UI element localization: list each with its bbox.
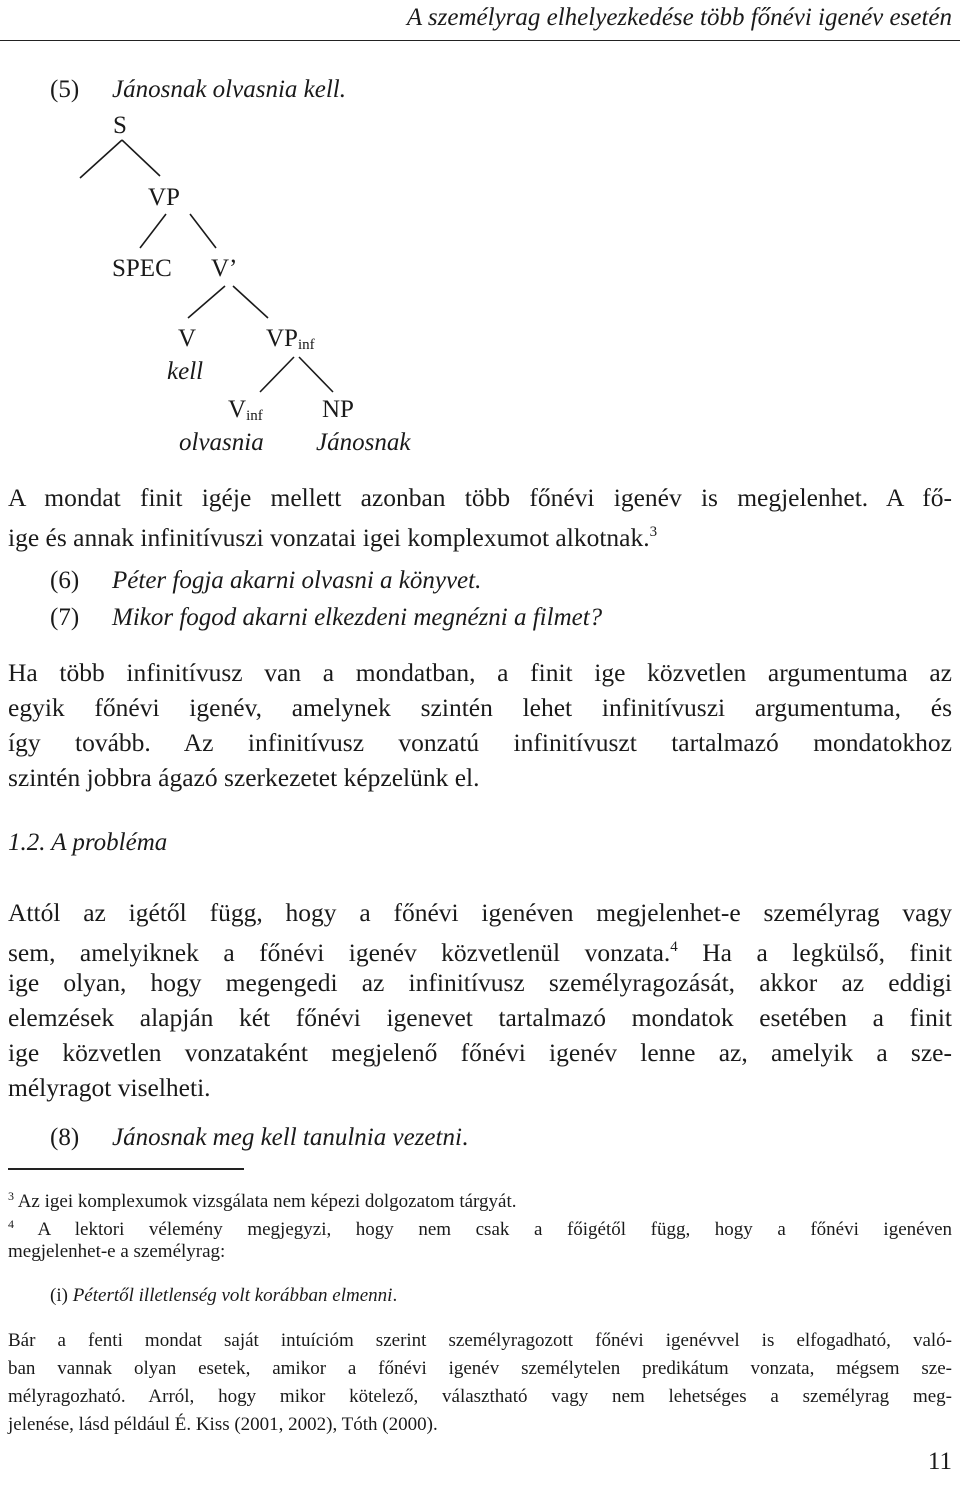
branch-vp-vbar bbox=[190, 214, 216, 248]
paragraph-3-line-1: Attól az igétől függ, hogy a főnévi igenéven megjelenhet-e személyrag vagy bbox=[8, 898, 952, 927]
tree-node-vinf bbox=[228, 396, 263, 425]
footnote-4-example bbox=[50, 1285, 397, 1307]
footnote-4-cont-line-1: Bár a fenti mondat saját intuícióm szerint személyragozott főnévi igenévvel is elfogadható, való- bbox=[8, 1330, 952, 1351]
footnote-4-example-period: . bbox=[392, 1285, 398, 1306]
paragraph-3-line-6: mélyragot viselheti. bbox=[8, 1073, 211, 1102]
tree-node-vp: VP bbox=[148, 184, 180, 211]
tree-node-vbar: V’ bbox=[211, 255, 238, 282]
branch-vpinf-np bbox=[299, 357, 333, 392]
footnote-ref-4[interactable]: 4 bbox=[670, 939, 678, 955]
tree-node-vpinf bbox=[266, 325, 315, 354]
example-6 bbox=[50, 567, 481, 595]
tree-word-olvasnia: olvasnia bbox=[179, 429, 264, 456]
paragraph-1-line-2-text: ige és annak infinitívuszi vonzatai igei komplexumot alkotnak. bbox=[8, 523, 650, 552]
paragraph-2-line-2: egyik főnévi igenév, amelynek szintén lehet infinitívuszi argumentuma, és bbox=[8, 693, 952, 722]
example-7 bbox=[50, 604, 602, 632]
example-5-sentence: Jánosnak olvasnia kell. bbox=[112, 76, 346, 103]
section-heading: 1.2. A probléma bbox=[8, 829, 168, 856]
paragraph-2-line-1: Ha több infinitívusz van a mondatban, a finit ige közvetlen argumentuma az bbox=[8, 658, 952, 687]
paragraph-3 bbox=[8, 895, 952, 1105]
example-6-sentence: Péter fogja akarni olvasni a könyvet. bbox=[112, 567, 482, 594]
paragraph-3-line-2b: Ha a legkülső, finit bbox=[677, 938, 952, 967]
footnote-3-text: Az igei komplexumok vizsgálata nem képezi dolgozatom tárgyát. bbox=[14, 1191, 517, 1212]
footnote-4-continuation bbox=[8, 1327, 952, 1439]
branch-vp-spec bbox=[140, 214, 166, 248]
tree-word-kell: kell bbox=[167, 358, 204, 385]
paragraph-1 bbox=[8, 480, 952, 550]
page-number: 11 bbox=[927, 1448, 952, 1475]
tree-node-vinf-base: V bbox=[228, 396, 247, 423]
footnote-4-example-sentence: Pétertől illetlenség volt korábban elmenni bbox=[72, 1285, 393, 1306]
footnote-4-text-1: A lektori vélemény megjegyzi, hogy nem csak a főigétől függ, hogy a főnévi igenéven bbox=[14, 1219, 952, 1240]
paragraph-3-line-5: ige közvetlen vonzataként megjelenő főnévi igenév lenne az, amelyik a sze- bbox=[8, 1038, 952, 1067]
example-7-sentence: Mikor fogod akarni elkezdeni megnézni a filmet? bbox=[112, 604, 603, 631]
example-7-number: (7) bbox=[50, 604, 80, 631]
example-6-number: (6) bbox=[50, 567, 80, 594]
footnote-4-line-1 bbox=[8, 1210, 952, 1238]
paragraph-1-line-2 bbox=[8, 515, 952, 550]
footnote-ref-3[interactable]: 3 bbox=[649, 524, 658, 540]
example-8-number: (8) bbox=[50, 1124, 80, 1151]
footnote-3-line bbox=[8, 1182, 952, 1210]
footnote-4-cont-line-4: jelenése, lásd például É. Kiss (2001, 2002), Tóth (2000). bbox=[8, 1414, 438, 1435]
paragraph-3-line-2a: sem, amelyiknek a főnévi igenév közvetlenül vonzata. bbox=[8, 938, 671, 967]
footnote-4-line-2: megjelenhet-e a személyrag: bbox=[8, 1241, 226, 1262]
branch-vpinf-vinf bbox=[260, 357, 294, 392]
tree-node-v: V bbox=[178, 325, 197, 352]
branch-s-vp bbox=[122, 140, 160, 176]
footnote-4 bbox=[8, 1210, 952, 1266]
example-8 bbox=[50, 1124, 468, 1152]
tree-node-vinf-sub: inf bbox=[246, 408, 263, 424]
tree-branches bbox=[0, 0, 960, 470]
footnote-4-number: 4 bbox=[8, 1217, 14, 1231]
tree-node-np: NP bbox=[322, 396, 354, 423]
paragraph-3-line-3: ige olyan, hogy megengedi az infinitívusz személyragozását, akkor az eddigi bbox=[8, 968, 952, 997]
footnote-3-number: 3 bbox=[8, 1189, 14, 1203]
paragraph-3-line-4: elemzések alapján két főnévi igenevet tartalmazó mondatok esetében a finit bbox=[8, 1003, 952, 1032]
branch-vbar-v bbox=[188, 286, 225, 318]
tree-word-janosnak: Jánosnak bbox=[316, 429, 411, 456]
tree-node-s: S bbox=[113, 112, 127, 139]
paragraph-2 bbox=[8, 655, 952, 795]
example-8-sentence: Jánosnak meg kell tanulnia vezetni bbox=[112, 1124, 462, 1151]
footnote-4-cont-line-2: ban vannak olyan esetek, amikor a főnévi igenév személytelen predikátum vonzata, mégsem sze- bbox=[8, 1358, 952, 1379]
branch-vbar-vpinf bbox=[233, 286, 268, 318]
paragraph-1-line-1: A mondat finit igéje mellett azonban több főnévi igenév is megjelenhet. A fő- bbox=[8, 483, 952, 512]
running-header-title: A személyrag elhelyezkedése több főnévi igenév esetén bbox=[406, 4, 952, 31]
example-8-period: . bbox=[461, 1124, 469, 1151]
paragraph-3-line-2 bbox=[8, 930, 952, 965]
paragraph-2-line-4: szintén jobbra ágazó szerkezetet képzelünk el. bbox=[8, 763, 480, 792]
paragraph-2-line-3: így tovább. Az infinitívusz vonzatú infinitívuszt tartalmazó mondatokhoz bbox=[8, 728, 952, 757]
footnote-3 bbox=[8, 1182, 952, 1210]
footnote-4-cont-line-3: mélyragozható. Arról, hogy mikor kötelező, választható vagy nem lehetséges a személyrag meg- bbox=[8, 1386, 952, 1407]
footnote-separator bbox=[8, 1168, 244, 1170]
tree-node-spec: SPEC bbox=[112, 255, 172, 282]
tree-node-vpinf-sub: inf bbox=[297, 337, 315, 353]
example-5-number: (5) bbox=[50, 76, 80, 103]
tree-node-vpinf-base: VP bbox=[266, 325, 298, 352]
footnote-4-example-number: (i) bbox=[50, 1285, 68, 1306]
branch-s-left bbox=[80, 140, 122, 178]
